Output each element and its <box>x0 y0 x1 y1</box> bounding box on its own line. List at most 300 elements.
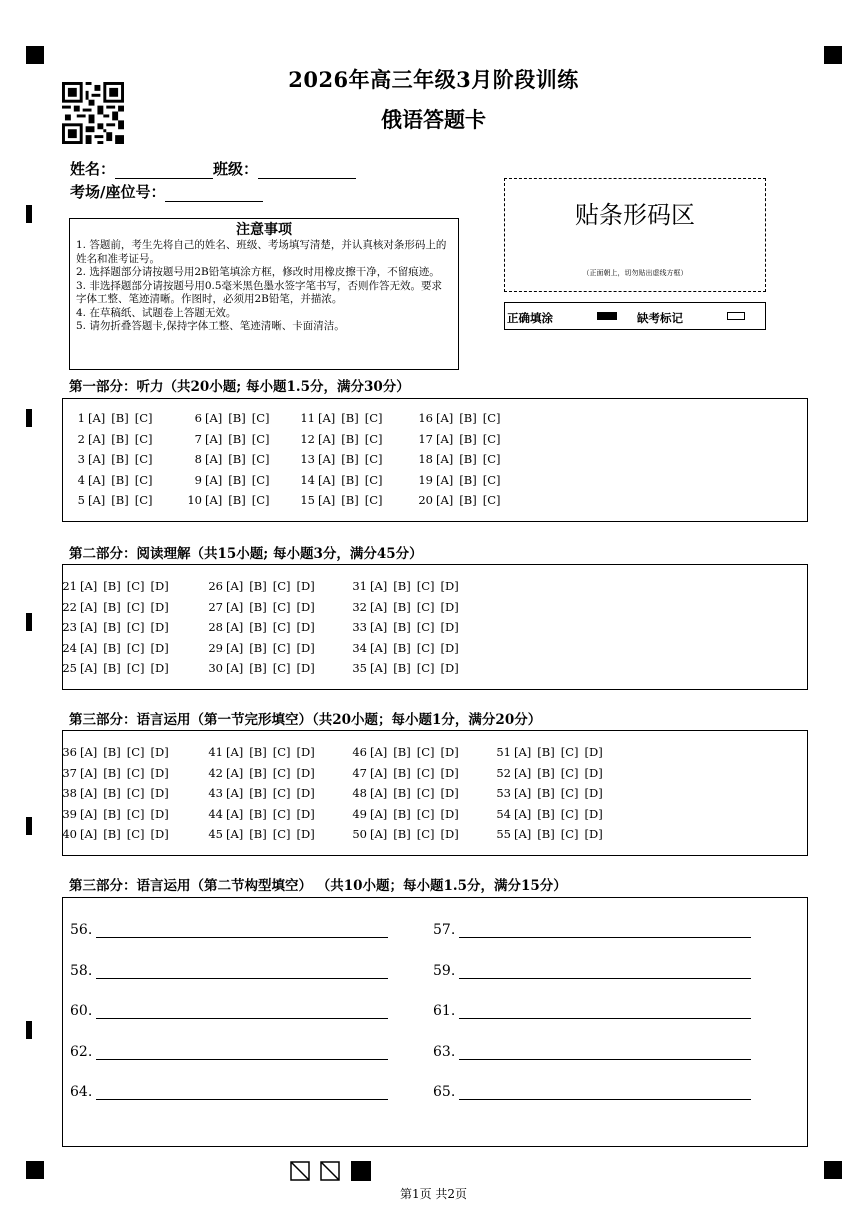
answer-option-3[interactable]: [C] <box>126 806 145 821</box>
answer-option-4[interactable]: [D] <box>584 786 603 801</box>
answer-option-2[interactable]: [B] <box>111 411 129 425</box>
answer-option-2[interactable]: [B] <box>341 452 359 467</box>
answer-option-1[interactable]: [A] <box>226 661 244 676</box>
answer-option-1[interactable]: [A] <box>370 827 388 842</box>
answer-option-3[interactable]: [C] <box>251 493 270 508</box>
answer-option-2[interactable]: [B] <box>103 806 121 821</box>
answer-option-1[interactable]: [A] <box>226 640 244 655</box>
question-number: 43 <box>208 786 223 801</box>
registration-mark <box>824 1161 842 1179</box>
answer-option-4[interactable]: [D] <box>440 786 459 801</box>
answer-option-3[interactable]: [C] <box>364 472 383 487</box>
question-34 <box>345 641 465 655</box>
answer-option-3[interactable]: [C] <box>272 661 291 676</box>
answer-option-4[interactable]: [D] <box>296 765 315 780</box>
notice-title: 注意事项 <box>236 222 292 238</box>
answer-option-4[interactable]: [D] <box>440 745 459 759</box>
question-40 <box>55 827 175 841</box>
question-number: 51 <box>496 745 511 759</box>
answer-option-4[interactable]: [D] <box>296 620 315 635</box>
answer-option-4[interactable]: [D] <box>440 806 459 821</box>
answer-option-2[interactable]: [B] <box>459 493 477 508</box>
answer-option-3[interactable]: [C] <box>560 745 579 759</box>
answer-option-4[interactable]: [D] <box>150 579 169 593</box>
answer-option-2[interactable]: [B] <box>111 431 129 446</box>
answer-option-2[interactable]: [B] <box>103 786 121 801</box>
fill-blank-line[interactable] <box>96 1085 388 1100</box>
question-30 <box>201 661 321 675</box>
answer-option-2[interactable]: [B] <box>249 661 267 676</box>
timing-mark <box>26 1021 32 1039</box>
answer-option-3[interactable]: [C] <box>126 661 145 676</box>
answer-option-2[interactable]: [B] <box>228 493 246 508</box>
absent-mark-label: 缺考标记 <box>637 311 683 325</box>
fill-blank-line[interactable] <box>459 1004 751 1019</box>
answer-option-1[interactable]: [A] <box>205 431 223 446</box>
answer-option-2[interactable]: [B] <box>103 827 121 842</box>
answer-option-2[interactable]: [B] <box>459 411 477 425</box>
question-44 <box>201 807 321 821</box>
answer-option-1[interactable]: [A] <box>226 620 244 635</box>
fill-blank-line[interactable] <box>96 1045 388 1060</box>
answer-option-2[interactable]: [B] <box>393 765 411 780</box>
fill-blank-row <box>433 922 751 938</box>
answer-option-2[interactable]: [B] <box>459 452 477 467</box>
question-2 <box>63 432 159 446</box>
question-number: 1 <box>77 411 85 425</box>
section-2-box <box>62 564 808 690</box>
answer-option-1[interactable]: [A] <box>436 472 454 487</box>
answer-option-3[interactable]: [C] <box>272 579 291 593</box>
question-54 <box>489 807 609 821</box>
answer-option-1[interactable]: [A] <box>318 411 336 425</box>
fill-blank-line[interactable] <box>459 923 751 938</box>
answer-option-2[interactable]: [B] <box>103 640 121 655</box>
seat-field-row <box>70 181 263 202</box>
fill-blank-number: 58. <box>70 962 93 979</box>
answer-option-1[interactable]: [A] <box>370 620 388 635</box>
section-title: 第二部分：阅读理解（共15小题; 每小题3分，满分45分） <box>69 546 423 562</box>
answer-option-2[interactable]: [B] <box>393 579 411 593</box>
answer-option-3[interactable]: [C] <box>272 640 291 655</box>
question-number: 53 <box>496 786 511 801</box>
answer-option-3[interactable]: [C] <box>560 806 579 821</box>
answer-option-1[interactable]: [A] <box>88 493 106 508</box>
answer-option-1[interactable]: [A] <box>318 452 336 467</box>
answer-option-2[interactable]: [B] <box>249 765 267 780</box>
registration-mark <box>26 1161 44 1179</box>
answer-option-2[interactable]: [B] <box>341 411 359 425</box>
answer-option-3[interactable]: [C] <box>416 786 435 801</box>
answer-option-2[interactable]: [B] <box>249 745 267 759</box>
timing-mark <box>26 409 32 427</box>
answer-option-2[interactable]: [B] <box>393 620 411 635</box>
answer-option-3[interactable]: [C] <box>560 827 579 842</box>
question-number: 25 <box>62 661 77 676</box>
answer-option-1[interactable]: [A] <box>88 411 106 425</box>
answer-option-2[interactable]: [B] <box>228 472 246 487</box>
answer-option-4[interactable]: [D] <box>440 599 459 614</box>
answer-option-2[interactable]: [B] <box>459 472 477 487</box>
question-11 <box>293 411 389 425</box>
answer-option-3[interactable]: [C] <box>482 411 501 425</box>
answer-option-3[interactable]: [C] <box>364 411 383 425</box>
answer-option-2[interactable]: [B] <box>537 806 555 821</box>
answer-option-1[interactable]: [A] <box>80 765 98 780</box>
question-number: 26 <box>208 579 223 593</box>
fill-blank-line[interactable] <box>96 964 388 979</box>
answer-option-4[interactable]: [D] <box>150 745 169 759</box>
answer-option-2[interactable]: [B] <box>228 411 246 425</box>
answer-option-3[interactable]: [C] <box>126 640 145 655</box>
answer-option-1[interactable]: [A] <box>205 452 223 467</box>
answer-option-3[interactable]: [C] <box>416 806 435 821</box>
barcode-hint: （正面朝上，切勿贴出虚线方框） <box>582 269 688 277</box>
answer-option-3[interactable]: [C] <box>482 472 501 487</box>
fill-blank-line[interactable] <box>96 1004 388 1019</box>
answer-option-4[interactable]: [D] <box>296 599 315 614</box>
answer-option-4[interactable]: [D] <box>150 786 169 801</box>
class-field[interactable] <box>258 162 356 179</box>
answer-option-4[interactable]: [D] <box>150 620 169 635</box>
answer-option-4[interactable]: [D] <box>440 827 459 842</box>
question-number: 20 <box>418 493 433 508</box>
answer-option-3[interactable]: [C] <box>126 579 145 593</box>
question-18 <box>411 452 507 466</box>
answer-option-2[interactable]: [B] <box>537 827 555 842</box>
answer-option-1[interactable]: [A] <box>80 620 98 635</box>
name-field[interactable] <box>115 162 213 179</box>
answer-option-2[interactable]: [B] <box>228 431 246 446</box>
answer-option-3[interactable]: [C] <box>126 765 145 780</box>
answer-option-3[interactable]: [C] <box>482 452 501 467</box>
answer-option-3[interactable]: [C] <box>416 579 435 593</box>
answer-option-3[interactable]: [C] <box>416 745 435 759</box>
answer-option-3[interactable]: [C] <box>272 599 291 614</box>
answer-option-3[interactable]: [C] <box>416 620 435 635</box>
answer-option-3[interactable]: [C] <box>560 786 579 801</box>
answer-option-2[interactable]: [B] <box>341 472 359 487</box>
question-number: 32 <box>352 599 367 614</box>
notice-item: 4. 在草稿纸、试题卷上答题无效。 <box>76 306 237 319</box>
question-5 <box>63 493 159 507</box>
question-42 <box>201 766 321 780</box>
answer-option-3[interactable]: [C] <box>364 431 383 446</box>
answer-option-2[interactable]: [B] <box>103 579 121 593</box>
absent-mark-box[interactable] <box>727 312 745 320</box>
answer-option-1[interactable]: [A] <box>80 640 98 655</box>
question-number: 46 <box>352 745 367 759</box>
answer-option-1[interactable]: [A] <box>370 640 388 655</box>
question-6 <box>180 411 276 425</box>
question-43 <box>201 786 321 800</box>
answer-option-3[interactable]: [C] <box>482 431 501 446</box>
answer-option-1[interactable]: [A] <box>226 765 244 780</box>
notice-item: 2. 选择题部分请按题号用2B铅笔填涂方框，修改时用橡皮擦干净，不留痕迹。 <box>76 266 440 278</box>
barcode-title: 贴条形码区 <box>575 201 695 229</box>
answer-option-1[interactable]: [A] <box>370 579 388 593</box>
answer-option-3[interactable]: [C] <box>272 765 291 780</box>
answer-option-1[interactable]: [A] <box>370 661 388 676</box>
question-55 <box>489 827 609 841</box>
question-number: 18 <box>418 452 433 467</box>
question-28 <box>201 620 321 634</box>
seat-field[interactable] <box>165 185 263 202</box>
correct-fill-label: 正确填涂 <box>507 311 553 325</box>
answer-option-1[interactable]: [A] <box>436 431 454 446</box>
answer-option-2[interactable]: [B] <box>393 827 411 842</box>
answer-option-1[interactable]: [A] <box>226 786 244 801</box>
answer-option-2[interactable]: [B] <box>111 472 129 487</box>
answer-option-3[interactable]: [C] <box>416 827 435 842</box>
answer-option-3[interactable]: [C] <box>126 827 145 842</box>
answer-option-2[interactable]: [B] <box>111 493 129 508</box>
answer-option-1[interactable]: [A] <box>88 472 106 487</box>
answer-option-1[interactable]: [A] <box>370 765 388 780</box>
answer-option-1[interactable]: [A] <box>318 472 336 487</box>
answer-option-2[interactable]: [B] <box>228 452 246 467</box>
answer-option-2[interactable]: [B] <box>393 599 411 614</box>
answer-option-3[interactable]: [C] <box>134 411 153 425</box>
question-20 <box>411 493 507 507</box>
fill-blank-number: 62. <box>70 1043 93 1060</box>
fill-blank-row <box>433 963 751 979</box>
answer-option-1[interactable]: [A] <box>436 411 454 425</box>
answer-option-1[interactable]: [A] <box>80 599 98 614</box>
question-number: 24 <box>62 640 77 655</box>
answer-option-3[interactable]: [C] <box>134 493 153 508</box>
answer-option-3[interactable]: [C] <box>416 599 435 614</box>
seat-label: 考场/座位号： <box>70 183 166 201</box>
answer-option-3[interactable]: [C] <box>416 640 435 655</box>
answer-option-4[interactable]: [D] <box>296 640 315 655</box>
answer-option-2[interactable]: [B] <box>341 431 359 446</box>
answer-option-1[interactable]: [A] <box>226 806 244 821</box>
question-52 <box>489 766 609 780</box>
answer-option-2[interactable]: [B] <box>393 745 411 759</box>
timing-mark <box>26 817 32 835</box>
timing-mark <box>26 205 32 223</box>
answer-option-2[interactable]: [B] <box>111 452 129 467</box>
question-number: 40 <box>62 827 77 842</box>
answer-option-4[interactable]: [D] <box>440 579 459 593</box>
answer-option-2[interactable]: [B] <box>393 661 411 676</box>
answer-option-2[interactable]: [B] <box>249 640 267 655</box>
answer-option-4[interactable]: [D] <box>296 827 315 842</box>
answer-option-4[interactable]: [D] <box>440 765 459 780</box>
answer-option-2[interactable]: [B] <box>341 493 359 508</box>
answer-option-1[interactable]: [A] <box>80 579 98 593</box>
answer-option-3[interactable]: [C] <box>126 620 145 635</box>
answer-option-3[interactable]: [C] <box>134 472 153 487</box>
answer-option-1[interactable]: [A] <box>436 493 454 508</box>
answer-option-2[interactable]: [B] <box>103 661 121 676</box>
question-48 <box>345 786 465 800</box>
answer-option-2[interactable]: [B] <box>103 745 121 759</box>
answer-option-4[interactable]: [D] <box>150 661 169 676</box>
answer-option-3[interactable]: [C] <box>126 745 145 759</box>
question-number: 10 <box>187 493 202 508</box>
question-29 <box>201 641 321 655</box>
name-field-row <box>70 158 356 179</box>
question-number: 44 <box>208 806 223 821</box>
answer-option-2[interactable]: [B] <box>103 599 121 614</box>
answer-option-3[interactable]: [C] <box>251 431 270 446</box>
answer-option-1[interactable]: [A] <box>205 411 223 425</box>
question-number: 15 <box>300 493 315 508</box>
answer-option-1[interactable]: [A] <box>205 493 223 508</box>
question-27 <box>201 600 321 614</box>
answer-option-3[interactable]: [C] <box>251 452 270 467</box>
answer-option-1[interactable]: [A] <box>514 765 532 780</box>
answer-option-1[interactable]: [A] <box>80 661 98 676</box>
barcode-area <box>504 178 766 292</box>
answer-option-1[interactable]: [A] <box>514 827 532 842</box>
answer-option-4[interactable]: [D] <box>296 579 315 593</box>
question-number: 5 <box>77 493 85 508</box>
answer-option-4[interactable]: [D] <box>296 806 315 821</box>
answer-option-3[interactable]: [C] <box>560 765 579 780</box>
answer-option-4[interactable]: [D] <box>150 806 169 821</box>
answer-option-2[interactable]: [B] <box>249 827 267 842</box>
question-number: 28 <box>208 620 223 635</box>
answer-option-1[interactable]: [A] <box>370 599 388 614</box>
answer-option-1[interactable]: [A] <box>80 806 98 821</box>
answer-option-3[interactable]: [C] <box>272 745 291 759</box>
answer-option-2[interactable]: [B] <box>249 599 267 614</box>
answer-option-4[interactable]: [D] <box>440 620 459 635</box>
question-number: 8 <box>194 452 202 467</box>
question-41 <box>201 745 321 759</box>
answer-option-4[interactable]: [D] <box>150 765 169 780</box>
answer-option-3[interactable]: [C] <box>364 452 383 467</box>
answer-option-4[interactable]: [D] <box>584 765 603 780</box>
answer-option-3[interactable]: [C] <box>272 620 291 635</box>
answer-option-2[interactable]: [B] <box>537 786 555 801</box>
question-number: 54 <box>496 806 511 821</box>
answer-option-2[interactable]: [B] <box>393 640 411 655</box>
answer-option-4[interactable]: [D] <box>584 745 603 759</box>
fill-blank-number: 57. <box>433 922 456 938</box>
answer-option-4[interactable]: [D] <box>296 786 315 801</box>
question-8 <box>180 452 276 466</box>
section-title: 第三部分：语言运用（第一节完形填空）（共20小题；每小题1分，满分20分） <box>69 712 542 728</box>
answer-option-1[interactable]: [A] <box>226 827 244 842</box>
question-number: 29 <box>208 640 223 655</box>
answer-option-3[interactable]: [C] <box>272 806 291 821</box>
answer-option-1[interactable]: [A] <box>80 745 98 759</box>
answer-option-2[interactable]: [B] <box>249 786 267 801</box>
answer-option-1[interactable]: [A] <box>318 493 336 508</box>
question-number: 39 <box>62 806 77 821</box>
answer-option-4[interactable]: [D] <box>296 745 315 759</box>
question-10 <box>180 493 276 507</box>
question-16 <box>411 411 507 425</box>
answer-option-2[interactable]: [B] <box>249 806 267 821</box>
fill-blank-row <box>433 1003 751 1019</box>
fill-blank-row <box>70 1003 388 1019</box>
question-7 <box>180 432 276 446</box>
answer-option-3[interactable]: [C] <box>364 493 383 508</box>
page-number: 第1页 共2页 <box>399 1187 468 1201</box>
answer-option-1[interactable]: [A] <box>514 806 532 821</box>
question-39 <box>55 807 175 821</box>
answer-option-1[interactable]: [A] <box>226 599 244 614</box>
answer-option-1[interactable]: [A] <box>370 745 388 759</box>
answer-option-4[interactable]: [D] <box>584 806 603 821</box>
section-title: 第三部分：语言运用（第二节构型填空） （共10小题；每小题1.5分，满分15分） <box>69 878 567 894</box>
answer-option-2[interactable]: [B] <box>537 765 555 780</box>
question-number: 31 <box>352 579 367 593</box>
fill-blank-line[interactable] <box>459 1085 751 1100</box>
answer-option-2[interactable]: [B] <box>249 579 267 593</box>
question-33 <box>345 620 465 634</box>
question-number: 55 <box>496 827 511 842</box>
filled-square-icon <box>351 1161 371 1181</box>
answer-option-1[interactable]: [A] <box>80 786 98 801</box>
answer-option-1[interactable]: [A] <box>80 827 98 842</box>
answer-option-2[interactable]: [B] <box>103 620 121 635</box>
answer-option-3[interactable]: [C] <box>416 661 435 676</box>
answer-option-3[interactable]: [C] <box>416 765 435 780</box>
answer-option-1[interactable]: [A] <box>226 579 244 593</box>
answer-option-2[interactable]: [B] <box>249 620 267 635</box>
answer-option-1[interactable]: [A] <box>88 431 106 446</box>
answer-option-1[interactable]: [A] <box>205 472 223 487</box>
answer-option-2[interactable]: [B] <box>103 765 121 780</box>
notice-item: 5. 请勿折叠答题卡,保持字体工整、笔迹清晰、卡面清洁。 <box>76 320 345 332</box>
answer-option-2[interactable]: [B] <box>537 745 555 759</box>
question-number: 13 <box>300 452 315 467</box>
answer-option-4[interactable]: [D] <box>150 827 169 842</box>
question-number: 14 <box>300 472 315 487</box>
answer-option-1[interactable]: [A] <box>318 431 336 446</box>
fill-blank-line[interactable] <box>459 1045 751 1060</box>
answer-option-1[interactable]: [A] <box>370 786 388 801</box>
answer-option-4[interactable]: [D] <box>150 640 169 655</box>
answer-option-3[interactable]: [C] <box>126 786 145 801</box>
answer-option-3[interactable]: [C] <box>134 431 153 446</box>
answer-option-1[interactable]: [A] <box>370 806 388 821</box>
answer-option-4[interactable]: [D] <box>440 640 459 655</box>
question-24 <box>55 641 175 655</box>
answer-option-3[interactable]: [C] <box>134 452 153 467</box>
answer-option-4[interactable]: [D] <box>150 599 169 614</box>
answer-option-3[interactable]: [C] <box>251 472 270 487</box>
answer-option-3[interactable]: [C] <box>272 786 291 801</box>
answer-option-3[interactable]: [C] <box>251 411 270 425</box>
answer-option-3[interactable]: [C] <box>126 599 145 614</box>
answer-option-4[interactable]: [D] <box>584 827 603 842</box>
answer-option-3[interactable]: [C] <box>482 493 501 508</box>
answer-option-1[interactable]: [A] <box>88 452 106 467</box>
fill-blank-row <box>70 963 388 979</box>
fill-blank-line[interactable] <box>96 923 388 938</box>
answer-option-1[interactable]: [A] <box>436 452 454 467</box>
question-45 <box>201 827 321 841</box>
answer-option-2[interactable]: [B] <box>393 786 411 801</box>
answer-option-2[interactable]: [B] <box>459 431 477 446</box>
answer-option-4[interactable]: [D] <box>440 661 459 676</box>
answer-option-1[interactable]: [A] <box>514 745 532 759</box>
answer-option-2[interactable]: [B] <box>393 806 411 821</box>
answer-option-1[interactable]: [A] <box>514 786 532 801</box>
fill-blank-line[interactable] <box>459 964 751 979</box>
answer-option-1[interactable]: [A] <box>226 745 244 759</box>
section-title: 第一部分：听力（共20小题; 每小题1.5分，满分30分） <box>69 379 410 395</box>
answer-option-4[interactable]: [D] <box>296 661 315 676</box>
answer-option-3[interactable]: [C] <box>272 827 291 842</box>
